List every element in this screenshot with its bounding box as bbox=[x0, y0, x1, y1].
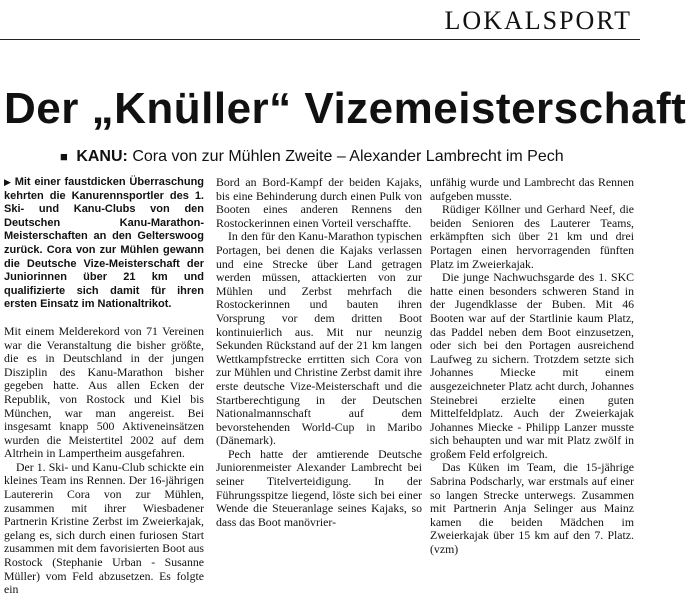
paragraph: Rüdiger Köllner und Gerhard Neef, die beiden Senioren des Lauterer Teams, erkämpften sich über 21 km und drei Portagen einen hervorragenden fünften Platz im Zweierkajak. bbox=[430, 202, 634, 271]
paragraph: unfähig wurde und Lambrecht das Rennen aufgeben musste. bbox=[430, 175, 634, 203]
lead-text: Mit einer faustdicken Überraschung kehrten die Kanurennsportler des 1. Ski- und Kanu-Clubs von den Deutschen Kanu-Marathon-Meisterschaften an den Gelterswoog zurück. Cora von zur Mühlen gewann die Deutsche Vize-Meisterschaft der Juniorinnen über 21 km und qualifizierte sich damit für ihren ersten Einsatz im Nationaltrikot. bbox=[4, 176, 205, 311]
article-column-2 bbox=[216, 176, 422, 586]
paragraph: Bord an Bord-Kampf der beiden Kajaks, bis eine Behinderung durch einen Pulk von Booten eines anderen Rennens den Rostockerinnen einen Vorteil verschaffte. bbox=[216, 175, 422, 230]
square-bullet-icon: ■ bbox=[60, 149, 68, 164]
article-column-3 bbox=[430, 176, 634, 586]
article-subline bbox=[60, 146, 564, 168]
article-column-1 bbox=[4, 176, 205, 597]
paragraph: In den für den Kanu-Marathon typischen Portagen, bei denen die Kajaks verlassen und eine Strecke über Land getragen werden müssen, attackierten von zur Mühlen und Zerbst mehrfach die Rostockerinnen und bauten ihren Vorsprung vor dem dritten Boot kontinuierlich aus. Mit nur neunzig Sekunden Rückstand auf der 21 km langen Wettkampfstrecke errtitten sich Cora von zur Mühlen und Christine Zerbst damit ihre erste deutsche Vize-Meisterschaft und die Startberechtigung in der Deutschen Nationalmannschaft auf dem bevorstehenden World-Cup in Maribo (Dänemark). bbox=[216, 229, 422, 448]
section-rubric: LOKALSPORT bbox=[444, 6, 632, 35]
rubric-divider bbox=[0, 39, 640, 40]
article-lead bbox=[4, 176, 204, 312]
article-headline: Der „Knüller“ Vizemeisterschaft bbox=[4, 84, 686, 133]
triangle-arrow-icon: ▶ bbox=[4, 177, 12, 187]
paragraph: Pech hatte der amtierende Deutsche Juniorenmeister Alexander Lambrecht bei seiner Titelverteidigung. In der Führungsspitze liegend, löste sich bei einer Wende die Steueranlage seines Kajaks, so dass das Boot manövrier- bbox=[216, 446, 422, 529]
paragraph: Das Küken im Team, die 15-jährige Sabrina Podscharly, war erstmals auf einer so langen Strecke unterwegs. Zusammen mit Partnerin Anja Selinger aus Mainz kamen die beiden Mädchen im Zweierkajak über 15 km auf den 7. Platz. (vzm) bbox=[430, 460, 634, 557]
subline-kicker: KANU: bbox=[76, 148, 128, 165]
paragraph: Mit einem Melderekord von 71 Vereinen war die Veranstaltung die bisher größte, die es in Deutschland in der jungen Disziplin des Kanu-Marathon bisher gegeben hatte. Aus allen Ecken der Republik, von Rostock und Kiel bis München, war man angereist. Bei insgesamt knapp 500 Aktiveneinsätzen wurden die Meistertitel 2002 auf dem Altrhein in Lampertheim ausgefahren. bbox=[4, 323, 204, 461]
paragraph: Die junge Nachwuchsgarde des 1. SKC hatte einen besonders schweren Stand in der Jugendklasse der Buben. Mit 46 Booten war auf der Startlinie kaum Platz, das Paddel neben dem Boot einzusetzen, oder sich bei den Portagen ausreichend Laufweg zu sichern. Trotzdem setzte sich Johannes Miecke mit einem ausgezeichneter Platz acht durch, Johannes Steinebrei erzielte einen guten Mittelfeldplatz. Auch der Zweierkajak Johannes Miecke - Philipp Lanzer musste sich behaupten und war mit Platz zwölf in großem Feld erfolgreich. bbox=[430, 270, 634, 461]
paragraph: Der 1. Ski- und Kanu-Club schickte ein kleines Team ins Rennen. Der 16-jährigen Lautererin Cora von zur Mühlen, zusammen mit ihrer Wiesbadener Partnerin Kristine Zerbst im Zweierkajak, gelang es, sich durch einen furiosen Start zusammen mit dem favorisierten Boot aus Rostock (Stephanie Urban - Susanne Müller) vom Feld abzusetzen. Es folgte ein bbox=[4, 459, 204, 597]
subline-text: Cora von zur Mühlen Zweite – Alexander Lambrecht im Pech bbox=[132, 148, 564, 165]
